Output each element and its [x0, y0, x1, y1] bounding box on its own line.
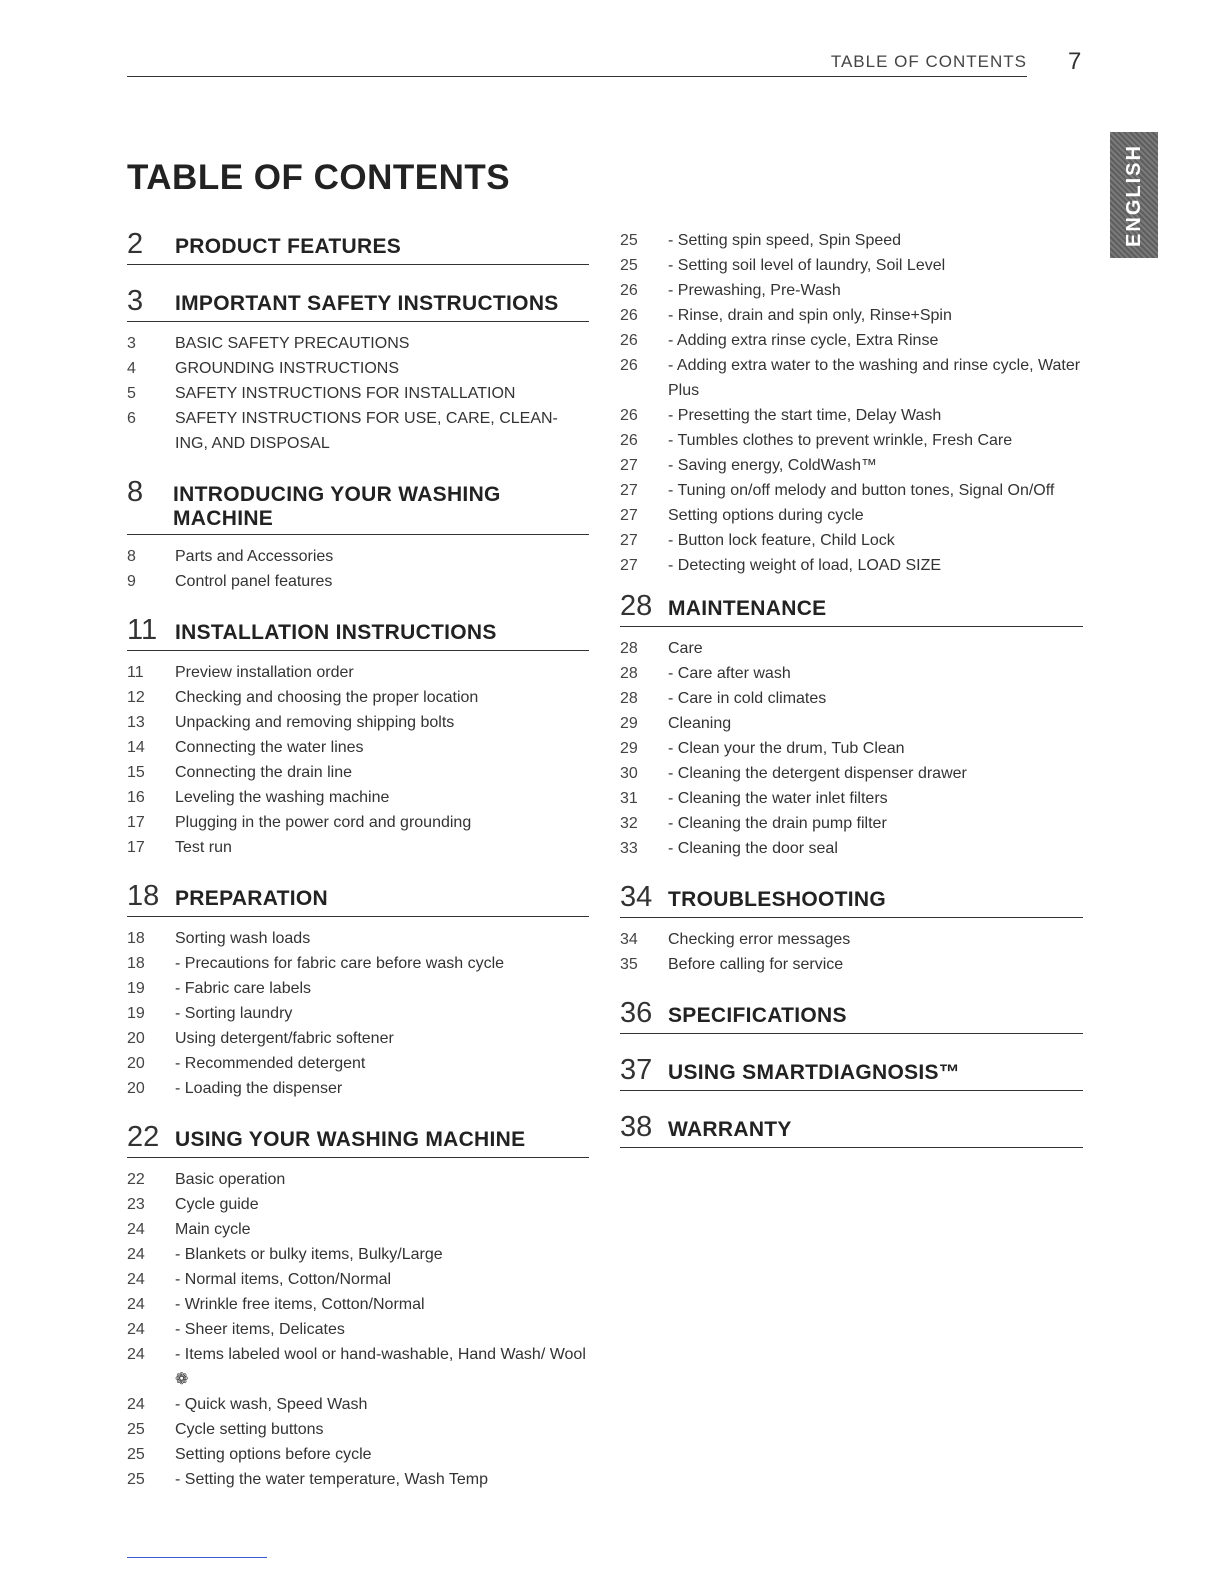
- toc-entry[interactable]: [620, 636, 1083, 661]
- toc-entry-page: 25: [127, 1421, 145, 1438]
- toc-entry-list: [127, 331, 589, 456]
- toc-entry[interactable]: [127, 1001, 589, 1026]
- toc-entry-page: 34: [620, 931, 638, 948]
- toc-entry-text: Plugging in the power cord and grounding: [175, 814, 472, 831]
- toc-section-number: 28: [620, 590, 653, 622]
- toc-section-number: 22: [127, 1121, 160, 1153]
- toc-entry-text: - Normal items, Cotton/Normal: [175, 1271, 392, 1288]
- toc-entry[interactable]: [127, 785, 589, 810]
- toc-entry[interactable]: [127, 569, 589, 594]
- toc-entry-page: 26: [620, 282, 638, 299]
- toc-section-number: 2: [127, 228, 144, 260]
- toc-section-heading[interactable]: [127, 476, 589, 535]
- toc-entry[interactable]: [127, 1167, 589, 1192]
- toc-entry-page: 24: [127, 1296, 145, 1313]
- toc-section: [127, 228, 589, 265]
- toc-entry-page: 18: [127, 930, 145, 947]
- toc-entry-text: - Care after wash: [668, 665, 791, 682]
- toc-entry-page: 26: [620, 407, 638, 424]
- toc-section-number: 3: [127, 285, 144, 317]
- toc-entry-text: - Cleaning the detergent dispenser drawer: [668, 765, 967, 782]
- toc-section-heading[interactable]: [620, 1054, 1083, 1091]
- toc-entry-page: 18: [127, 955, 145, 972]
- toc-section-heading[interactable]: [620, 997, 1083, 1034]
- toc-entry-text: - Setting spin speed, Spin Speed: [668, 232, 902, 249]
- toc-entry-text: Leveling the washing machine: [175, 789, 390, 806]
- toc-entry[interactable]: [620, 528, 1083, 553]
- toc-entry-text: SAFETY INSTRUCTIONS FOR INSTALLATION: [175, 385, 516, 402]
- toc-entry-text: - Blankets or bulky items, Bulky/Large: [175, 1246, 443, 1263]
- toc-entry[interactable]: [620, 686, 1083, 711]
- toc-entry-list: [620, 636, 1083, 861]
- toc-entry-page: 20: [127, 1055, 145, 1072]
- toc-entry-page: 11: [127, 664, 144, 681]
- toc-section: [127, 1121, 589, 1492]
- toc-entry-page: 26: [620, 432, 638, 449]
- toc-entry-text: BASIC SAFETY PRECAUTIONS: [175, 335, 410, 352]
- toc-entry[interactable]: [620, 403, 1083, 428]
- toc-entry-text: Connecting the water lines: [175, 739, 364, 756]
- toc-entry[interactable]: [620, 278, 1083, 303]
- toc-entry-page: 20: [127, 1030, 145, 1047]
- toc-entry-text: - Adding extra water to the washing and rinse cycle, Water Plus: [668, 357, 1081, 399]
- toc-entry-text: - Detecting weight of load, LOAD SIZE: [668, 557, 942, 574]
- toc-entry-text: Using detergent/fabric softener: [175, 1030, 394, 1047]
- toc-entry-page: 32: [620, 815, 638, 832]
- toc-entry-page: 33: [620, 840, 638, 857]
- toc-entry-page: 24: [127, 1221, 145, 1238]
- toc-section: [620, 881, 1083, 977]
- toc-entry[interactable]: [127, 1217, 589, 1242]
- toc-entry-text: - Recommended detergent: [175, 1055, 366, 1072]
- toc-entry-text: Connecting the drain line: [175, 764, 353, 781]
- toc-entry-text: - Loading the dispenser: [175, 1080, 343, 1097]
- toc-entry[interactable]: [127, 685, 589, 710]
- toc-entry[interactable]: [127, 1267, 589, 1292]
- toc-entry-text: Cycle setting buttons: [175, 1421, 324, 1438]
- toc-section-title: TROUBLESHOOTING: [668, 888, 886, 911]
- toc-entry-page: 28: [620, 665, 638, 682]
- toc-entry-text: - Button lock feature, Child Lock: [668, 532, 895, 549]
- toc-section-title: INSTALLATION INSTRUCTIONS: [175, 621, 497, 644]
- toc-entry[interactable]: [620, 661, 1083, 686]
- toc-entry-text: Before calling for service: [668, 956, 844, 973]
- toc-section: [620, 590, 1083, 861]
- toc-entry-page: 29: [620, 740, 638, 757]
- toc-entry-text: Preview installation order: [175, 664, 354, 681]
- toc-entry-text: SAFETY INSTRUCTIONS FOR USE, CARE, CLEAN-ING, AND DISPOSAL: [175, 410, 558, 452]
- toc-entry-page: 14: [127, 739, 145, 756]
- toc-section-heading[interactable]: [127, 1121, 589, 1158]
- toc-entry[interactable]: [127, 710, 589, 735]
- toc-entry-page: 35: [620, 956, 638, 973]
- toc-entry-text: - Cleaning the drain pump filter: [668, 815, 887, 832]
- toc-entry[interactable]: [620, 736, 1083, 761]
- toc-entry[interactable]: [620, 453, 1083, 478]
- toc-entry-page: 9: [127, 573, 136, 590]
- toc-entry-page: 27: [620, 557, 638, 574]
- toc-entry-page: 24: [127, 1396, 145, 1413]
- toc-entry[interactable]: [620, 228, 1083, 253]
- right-sections: [620, 590, 1083, 1148]
- toc-entry-text: - Adding extra rinse cycle, Extra Rinse: [668, 332, 939, 349]
- toc-entry[interactable]: [127, 735, 589, 760]
- toc-entry[interactable]: [127, 331, 589, 356]
- toc-entry-text: Sorting wash loads: [175, 930, 311, 947]
- toc-entry-list: [620, 927, 1083, 977]
- toc-entry-page: 26: [620, 332, 638, 349]
- toc-entry-text: - Saving energy, ColdWash™: [668, 457, 877, 474]
- toc-entry-text: Checking error messages: [668, 931, 851, 948]
- toc-entry-page: 4: [127, 360, 136, 377]
- toc-section-title: USING SMARTDIAGNOSIS™: [668, 1061, 961, 1084]
- toc-entry-page: 27: [620, 457, 638, 474]
- toc-entry-page: 8: [127, 548, 136, 565]
- toc-entry-page: 5: [127, 385, 136, 402]
- toc-entry[interactable]: [127, 356, 589, 381]
- toc-entry-page: 25: [127, 1471, 145, 1488]
- toc-entry-text: - Sorting laundry: [175, 1005, 293, 1022]
- toc-entry-text: - Setting the water temperature, Wash Temp: [175, 1471, 489, 1488]
- toc-entry[interactable]: [127, 1026, 589, 1051]
- toc-section-title: PREPARATION: [175, 887, 329, 910]
- toc-section-number: 11: [127, 614, 158, 646]
- toc-section-heading[interactable]: [127, 880, 589, 917]
- toc-entry[interactable]: [620, 553, 1083, 578]
- toc-entry[interactable]: [127, 1192, 589, 1217]
- toc-entry[interactable]: [127, 1242, 589, 1267]
- toc-section-number: 36: [620, 997, 653, 1029]
- toc-entry[interactable]: [620, 811, 1083, 836]
- toc-entry-page: 6: [127, 410, 136, 427]
- toc-entry-text: Checking and choosing the proper location: [175, 689, 479, 706]
- toc-entry-text: - Cleaning the water inlet filters: [668, 790, 888, 807]
- toc-entry-page: 27: [620, 482, 638, 499]
- toc-entry-page: 31: [620, 790, 638, 807]
- toc-section-number: 34: [620, 881, 653, 913]
- language-tab-label: ENGLISH: [1122, 143, 1145, 247]
- toc-entry-page: 22: [127, 1171, 145, 1188]
- toc-section-heading[interactable]: [620, 590, 1083, 627]
- toc-right-column: [620, 228, 1083, 1168]
- page-number: 7: [1068, 48, 1082, 75]
- toc-entry-page: 29: [620, 715, 638, 732]
- toc-section-title: IMPORTANT SAFETY INSTRUCTIONS: [175, 292, 559, 315]
- toc-entry-text: Test run: [175, 839, 232, 856]
- toc-entry[interactable]: [620, 927, 1083, 952]
- toc-entry-text: Cycle guide: [175, 1196, 259, 1213]
- toc-entry-page: 26: [620, 307, 638, 324]
- toc-entry-page: 17: [127, 839, 145, 856]
- toc-entry-page: 30: [620, 765, 638, 782]
- toc-entry[interactable]: [127, 976, 589, 1001]
- toc-entry-text: - Presetting the start time, Delay Wash: [668, 407, 942, 424]
- toc-section-heading[interactable]: [620, 1111, 1083, 1148]
- toc-section: [127, 880, 589, 1101]
- toc-entry-text: - Quick wash, Speed Wash: [175, 1396, 368, 1413]
- toc-entry-page: 26: [620, 357, 638, 374]
- continued-entries: [620, 228, 1083, 578]
- toc-entry[interactable]: [127, 760, 589, 785]
- toc-entry[interactable]: [127, 381, 589, 406]
- toc-entry-text: Parts and Accessories: [175, 548, 334, 565]
- toc-entry[interactable]: [127, 660, 589, 685]
- toc-entry[interactable]: [127, 1442, 589, 1467]
- toc-entry-page: 23: [127, 1196, 145, 1213]
- toc-entry[interactable]: [620, 353, 1083, 403]
- toc-entry-list: [127, 1167, 589, 1492]
- toc-entry[interactable]: [620, 761, 1083, 786]
- toc-entry[interactable]: [620, 503, 1083, 528]
- toc-entry-text: Control panel features: [175, 573, 333, 590]
- toc-section-number: 8: [127, 476, 144, 508]
- toc-entry-text: - Tuning on/off melody and button tones, Signal On/Off: [668, 482, 1055, 499]
- toc-entry-text: - Rinse, drain and spin only, Rinse+Spin: [668, 307, 952, 324]
- toc-entry[interactable]: [127, 1051, 589, 1076]
- toc-entry[interactable]: [620, 328, 1083, 353]
- toc-section-heading[interactable]: [127, 614, 589, 651]
- toc-entry-page: 24: [127, 1246, 145, 1263]
- toc-entry-page: 15: [127, 764, 145, 781]
- running-title: TABLE OF CONTENTS: [830, 52, 1027, 71]
- toc-entry-page: 3: [127, 335, 136, 352]
- toc-entry-page: 24: [127, 1321, 145, 1338]
- toc-entry-text: - Setting soil level of laundry, Soil Level: [668, 257, 946, 274]
- toc-entry[interactable]: [620, 428, 1083, 453]
- toc-entry[interactable]: [127, 544, 589, 569]
- toc-entry-page: 27: [620, 507, 638, 524]
- toc-entry[interactable]: [620, 711, 1083, 736]
- toc-entry-page: 25: [127, 1446, 145, 1463]
- toc-entry-page: 24: [127, 1271, 145, 1288]
- toc-entry-text: Main cycle: [175, 1221, 251, 1238]
- toc-entry-text: - Sheer items, Delicates: [175, 1321, 345, 1338]
- toc-entry[interactable]: [620, 478, 1083, 503]
- toc-entry-page: 27: [620, 532, 638, 549]
- toc-entry-page: 17: [127, 814, 145, 831]
- toc-entry[interactable]: [127, 810, 589, 835]
- toc-section-title: USING YOUR WASHING MACHINE: [175, 1128, 526, 1151]
- toc-entry[interactable]: [127, 1076, 589, 1101]
- toc-entry[interactable]: [127, 1342, 589, 1392]
- toc-section-title: INTRODUCING YOUR WASHING MACHINE: [173, 483, 501, 530]
- toc-section: [620, 997, 1083, 1034]
- toc-entry[interactable]: [127, 835, 589, 860]
- toc-entry-text: - Wrinkle free items, Cotton/Normal: [175, 1296, 425, 1313]
- toc-section-title: PRODUCT FEATURES: [175, 235, 402, 258]
- toc-entry-page: 28: [620, 640, 638, 657]
- toc-section-number: 18: [127, 880, 160, 912]
- toc-entry-text: Unpacking and removing shipping bolts: [175, 714, 455, 731]
- toc-entry-text: Cleaning: [668, 715, 732, 732]
- toc-entry-list: [127, 926, 589, 1101]
- toc-entry-text: Basic operation: [175, 1171, 286, 1188]
- toc-entry-page: 13: [127, 714, 145, 731]
- toc-section-heading[interactable]: [620, 881, 1083, 918]
- toc-entry-text: Care: [668, 640, 703, 657]
- toc-section-heading[interactable]: [127, 228, 589, 265]
- toc-section-heading[interactable]: [127, 285, 589, 322]
- toc-entry[interactable]: [620, 786, 1083, 811]
- toc-section-number: 38: [620, 1111, 653, 1143]
- toc-section-title: WARRANTY: [668, 1118, 792, 1141]
- toc-entry-text: GROUNDING INSTRUCTIONS: [175, 360, 399, 377]
- toc-entry-text: Setting options during cycle: [668, 507, 864, 524]
- page-title: TABLE OF CONTENTS: [127, 158, 511, 197]
- toc-entry[interactable]: [127, 1467, 589, 1492]
- toc-entry-text: - Tumbles clothes to prevent wrinkle, Fresh Care: [668, 432, 1013, 449]
- toc-entry[interactable]: [127, 1392, 589, 1417]
- toc-entry-text: - Precautions for fabric care before wash cycle: [175, 955, 505, 972]
- toc-entry-page: 19: [127, 980, 145, 997]
- toc-section-title: MAINTENANCE: [668, 597, 827, 620]
- toc-entry[interactable]: [620, 836, 1083, 861]
- toc-entry-page: 25: [620, 232, 638, 249]
- toc-entry[interactable]: [127, 951, 589, 976]
- toc-entry-page: 20: [127, 1080, 145, 1097]
- running-header: [127, 52, 1027, 77]
- toc-entry-page: 25: [620, 257, 638, 274]
- toc-entry[interactable]: [127, 926, 589, 951]
- toc-entry[interactable]: [127, 1417, 589, 1442]
- toc-entry-page: 12: [127, 689, 145, 706]
- toc-entry[interactable]: [127, 1292, 589, 1317]
- toc-entry[interactable]: [127, 1317, 589, 1342]
- toc-section: [127, 285, 589, 456]
- toc-entry-text: Setting options before cycle: [175, 1446, 372, 1463]
- toc-entry-text: - Prewashing, Pre-Wash: [668, 282, 841, 299]
- toc-section: [127, 614, 589, 860]
- toc-section-number: 37: [620, 1054, 653, 1086]
- toc-entry[interactable]: [620, 303, 1083, 328]
- toc-entry-list: [127, 660, 589, 860]
- toc-entry-page: 24: [127, 1346, 145, 1363]
- toc-entry-text: - Fabric care labels: [175, 980, 312, 997]
- toc-entry-page: 16: [127, 789, 145, 806]
- toc-entry-page: 19: [127, 1005, 145, 1022]
- language-tab: [1110, 132, 1158, 258]
- toc-entry-text: - Care in cold climates: [668, 690, 827, 707]
- toc-section-title: SPECIFICATIONS: [668, 1004, 847, 1027]
- toc-section: [620, 1054, 1083, 1091]
- toc-entry[interactable]: [620, 952, 1083, 977]
- toc-entry-text: - Items labeled wool or hand-washable, Hand Wash/ Wool ❁: [175, 1346, 586, 1388]
- toc-entry-text: - Cleaning the door seal: [668, 840, 838, 857]
- toc-section: [620, 1111, 1083, 1148]
- footer-rule: [127, 1557, 267, 1558]
- toc-entry[interactable]: [620, 253, 1083, 278]
- toc-entry-list: [127, 544, 589, 594]
- toc-section: [127, 476, 589, 594]
- toc-entry-text: - Clean your the drum, Tub Clean: [668, 740, 905, 757]
- toc-entry-page: 28: [620, 690, 638, 707]
- toc-left-column: [127, 228, 589, 1512]
- toc-entry[interactable]: [127, 406, 589, 456]
